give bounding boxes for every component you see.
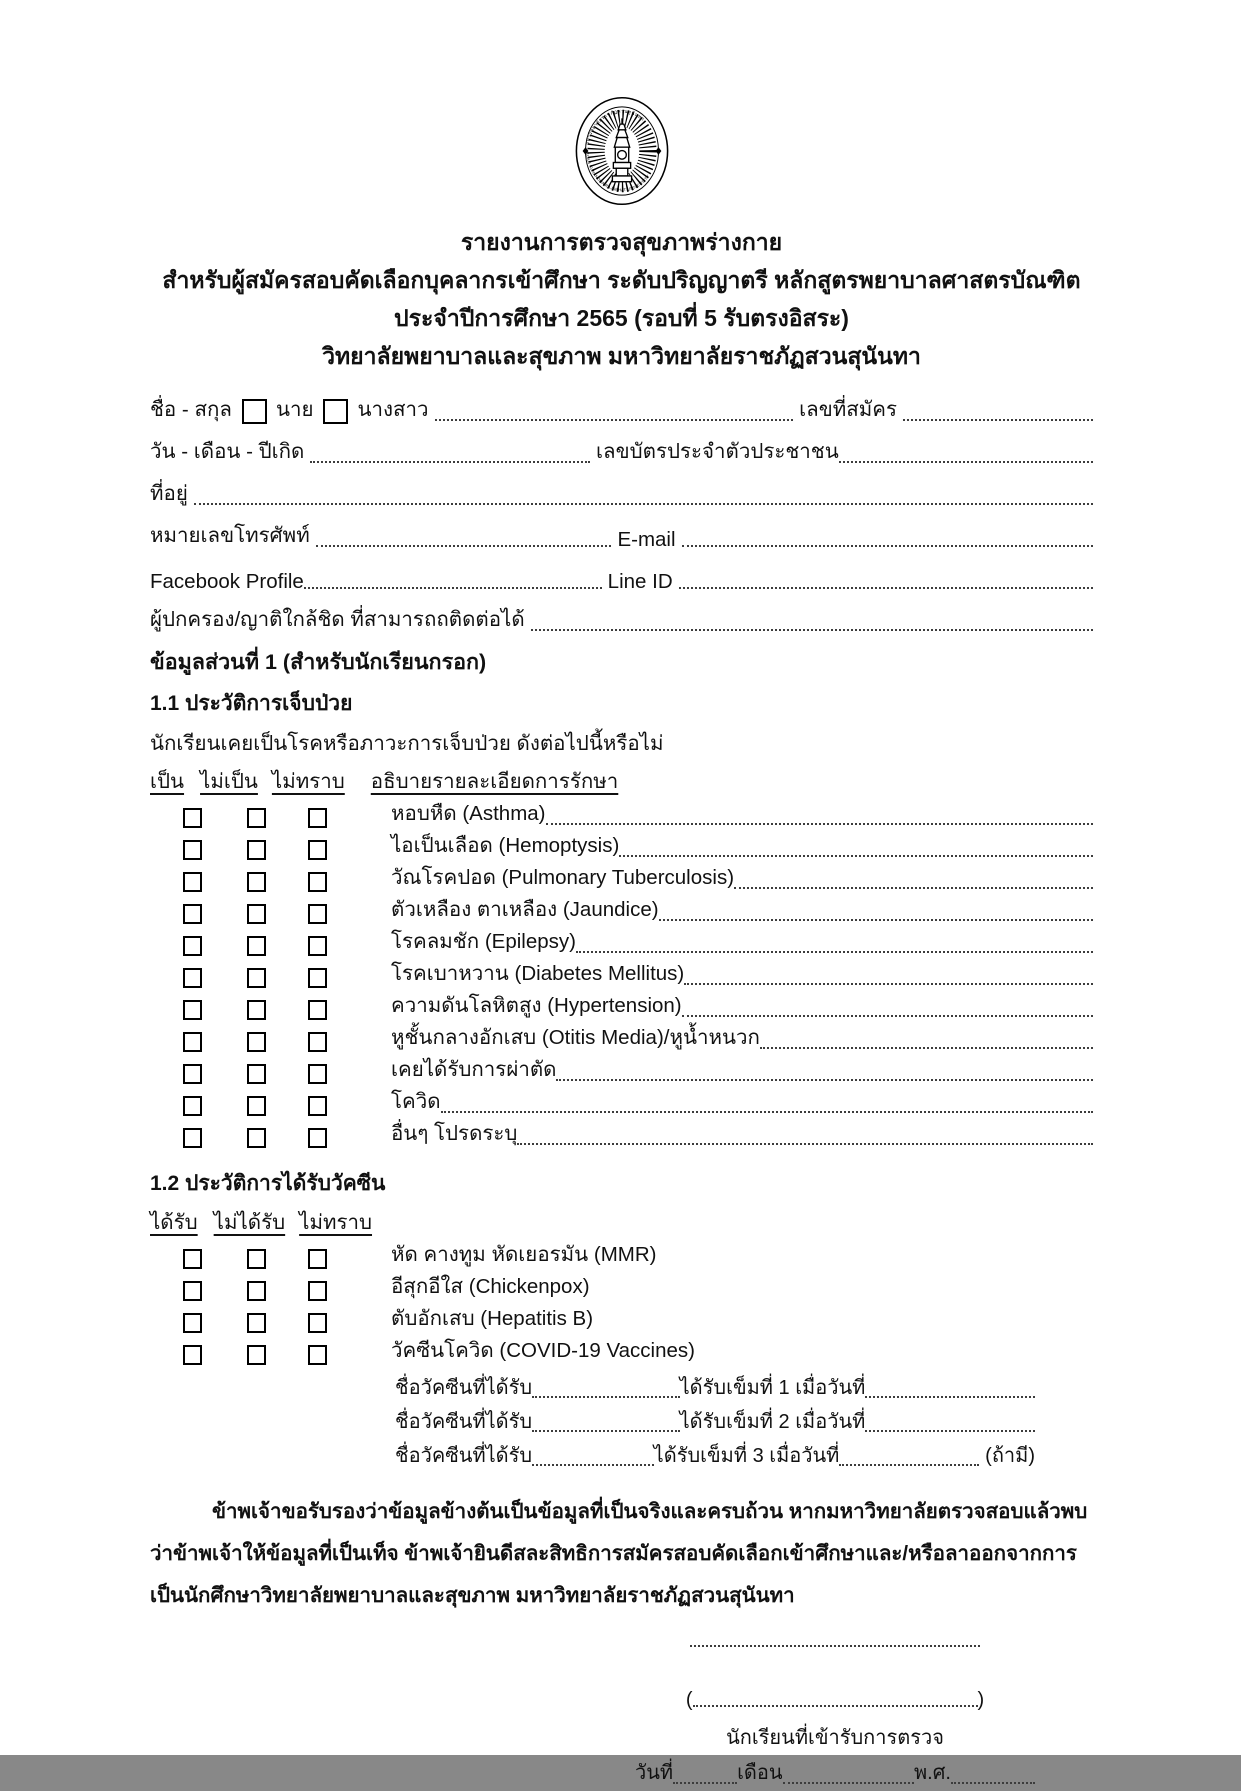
signer-name-row (635, 1689, 1035, 1715)
guardian-line (150, 599, 1093, 641)
vaccine-detail-line-2 (395, 1407, 1035, 1441)
id-card-label: เลขบัตรประจำตัวประชาชน (596, 440, 839, 463)
signature-line-row (635, 1643, 1035, 1647)
facebook-field[interactable] (304, 585, 602, 589)
header-not-received: ไม่ได้รับ (213, 1211, 286, 1234)
seal-ring-text-top: มหาวิทยาลัยราชภัฏสวนสุนันทา (584, 109, 645, 146)
treatment-detail-field[interactable] (546, 821, 1093, 825)
dob-label: วัน - เดือน - ปีเกิด (150, 440, 305, 463)
phone-label: หมายเลขโทรศัพท์ (150, 524, 310, 547)
vaccine-name-label: ชื่อวัคซีนที่ได้รับ (395, 1411, 533, 1433)
dose-date-field[interactable] (839, 1462, 979, 1466)
email-label: E-mail (617, 528, 676, 551)
illness-row-covid (150, 1090, 1093, 1122)
treatment-detail-field[interactable] (760, 1045, 1093, 1049)
checkbox-yes[interactable] (183, 1096, 202, 1116)
form-subtitle-college: วิทยาลัยพยาบาลและสุขภาพ มหาวิทยาลัยราชภัฏสวนสุนันทา (322, 343, 921, 369)
declaration-paragraph: ข้าพเจ้าขอรับรองว่าข้อมูลข้างต้นเป็นข้อมูลที่เป็นจริงและครบถ้วน หากมหาวิทยาลัยตรวจสอบแล้วพบว่าข้าพเจ้าให้ข้อมูลที่เป็นเท็จ ข้าพเจ้ายินดีสละสิทธิการสมัครสอบคัดเลือกเข้าศึกษาและ/หรือลาออกจากการเป็นนักศึกษาวิทยาลัยพยาบาลและสุขภาพ มหาวิทยาลัยราชภัฏสวนสุนันทา (150, 1500, 1088, 1607)
header-received: ได้รับ (150, 1211, 198, 1234)
facebook-label: Facebook Profile (150, 570, 304, 593)
title-miss-label: นางสาว (357, 398, 429, 421)
checkbox-unknown[interactable] (308, 1064, 327, 1084)
year-field[interactable] (951, 1780, 1035, 1784)
checkbox-yes[interactable] (183, 1064, 202, 1084)
checkbox-not-received[interactable] (247, 1281, 266, 1301)
checkbox-no[interactable] (247, 1032, 266, 1052)
checkbox-no[interactable] (247, 1096, 266, 1116)
treatment-detail-field[interactable] (441, 1109, 1093, 1113)
checkbox-received[interactable] (183, 1249, 202, 1269)
treatment-detail-field[interactable] (576, 949, 1093, 953)
form-title: รายงานการตรวจสุขภาพร่างกาย (460, 229, 783, 255)
id-card-field[interactable] (839, 459, 1093, 463)
checkbox-no[interactable] (247, 968, 266, 988)
checkbox-yes[interactable] (183, 872, 202, 892)
checkbox-unknown[interactable] (308, 808, 327, 828)
checkbox-no[interactable] (247, 936, 266, 956)
checkbox-no[interactable] (247, 840, 266, 860)
social-line (150, 557, 1093, 599)
month-label: เดือน (737, 1762, 783, 1784)
illness-section-title: 1.1 ประวัติการเจ็บป่วย (150, 692, 353, 715)
personal-info-section (150, 389, 1093, 641)
email-field[interactable] (682, 543, 1093, 547)
signer-role-label: นักเรียนที่เข้ารับการตรวจ (726, 1727, 944, 1749)
header-unknown: ไม่ทราบ (271, 770, 345, 793)
line-id-label: Line ID (607, 570, 673, 593)
guardian-label: ผู้ปกครอง/ญาติใกล้ชิด ที่สามารถถติดต่อได้ (150, 608, 525, 631)
checkbox-unknown[interactable] (308, 904, 327, 924)
header-treatment-detail: อธิบายรายละเอียดการรักษา (370, 770, 619, 793)
date-label: วันที่ (635, 1762, 674, 1784)
illness-row-asthma (150, 802, 1093, 834)
applicant-no-label: เลขที่สมัคร (799, 398, 897, 421)
form-subtitle-program: สำหรับผู้สมัครสอบคัดเลือกบุคลากรเข้าศึกษา ระดับปริญญาตรี หลักสูตรพยาบาลศาสตรบัณฑิต (162, 267, 1081, 293)
checkbox-not-received[interactable] (247, 1249, 266, 1269)
illness-label: ตัวเหลือง ตาเหลือง (Jaundice) (391, 898, 659, 921)
checkbox-unknown[interactable] (308, 936, 327, 956)
illness-label: เคยได้รับการผ่าตัด (391, 1058, 557, 1081)
address-line (150, 473, 1093, 515)
checkbox-yes[interactable] (183, 1032, 202, 1052)
name-line (150, 389, 1093, 431)
paren-open: ( (685, 1689, 693, 1711)
checkbox-no[interactable] (247, 808, 266, 828)
vaccine-section-title: 1.2 ประวัติการได้รับวัคซีน (150, 1172, 386, 1195)
treatment-detail-field[interactable] (619, 853, 1093, 857)
checkbox-unknown[interactable] (308, 872, 327, 892)
university-seal-icon (574, 95, 670, 207)
vaccine-row-chickenpox (150, 1275, 1093, 1307)
checkbox-unknown[interactable] (308, 968, 327, 988)
logo-container (150, 0, 1093, 207)
if-any-note: (ถ้ามี) (985, 1445, 1035, 1467)
name-label: ชื่อ - สกุล (150, 398, 232, 421)
vaccine-label: ตับอักเสบ (Hepatitis B) (391, 1307, 594, 1330)
title-mr-label: นาย (275, 398, 314, 421)
vaccine-label: วัคซีนโควิด (COVID-19 Vaccines) (391, 1339, 695, 1362)
checkbox-no[interactable] (247, 904, 266, 924)
address-field[interactable] (194, 501, 1093, 505)
treatment-detail-field[interactable] (734, 885, 1093, 889)
vaccine-rows (150, 1243, 1093, 1371)
phone-line (150, 515, 1093, 557)
signature-field[interactable] (690, 1643, 980, 1647)
dob-field[interactable] (310, 459, 590, 463)
checkbox-yes[interactable] (183, 1000, 202, 1020)
treatment-detail-field[interactable] (659, 917, 1093, 921)
dob-line (150, 431, 1093, 473)
vaccine-name-label: ชื่อวัคซีนที่ได้รับ (395, 1377, 533, 1399)
dose-date-field[interactable] (865, 1394, 1035, 1398)
illness-label: หูชั้นกลางอักเสบ (Otitis Media)/หูน้ำหนวก (391, 1026, 760, 1049)
checkbox-not-received[interactable] (247, 1345, 266, 1365)
checkbox-unknown[interactable] (308, 1281, 327, 1301)
checkbox-no[interactable] (247, 872, 266, 892)
illness-label: โควิด (391, 1090, 441, 1113)
title-miss-checkbox[interactable] (323, 399, 348, 424)
vaccine-label: หัด คางทูม หัดเยอรมัน (MMR) (391, 1243, 657, 1266)
checkbox-unknown[interactable] (308, 1345, 327, 1365)
paren-close: ) (977, 1689, 985, 1711)
checkbox-received[interactable] (183, 1313, 202, 1333)
treatment-detail-field[interactable] (684, 981, 1093, 985)
header-unknown: ไม่ทราบ (299, 1211, 373, 1234)
line-id-field[interactable] (679, 585, 1093, 589)
dose-date-label: ได้รับเข็มที่ 2 เมื่อวันที่ (679, 1411, 866, 1433)
illness-row-other (150, 1122, 1093, 1154)
vaccine-detail-line-3 (395, 1441, 1035, 1475)
treatment-detail-field[interactable] (682, 1013, 1093, 1017)
checkbox-received[interactable] (183, 1345, 202, 1365)
checkbox-no[interactable] (247, 1128, 266, 1148)
checkbox-yes[interactable] (183, 808, 202, 828)
dose-date-label: ได้รับเข็มที่ 1 เมื่อวันที่ (679, 1377, 866, 1399)
checkbox-no[interactable] (247, 1000, 266, 1020)
checkbox-unknown[interactable] (308, 1313, 327, 1333)
vaccine-row-covid19 (150, 1339, 1093, 1371)
checkbox-yes[interactable] (183, 1128, 202, 1148)
form-subtitle-year: ประจำปีการศึกษา 2565 (รอบที่ 5 รับตรงอิสระ) (394, 305, 849, 331)
month-field[interactable] (783, 1780, 914, 1784)
phone-field[interactable] (316, 543, 612, 547)
treatment-detail-field[interactable] (517, 1141, 1093, 1145)
illness-row-surgery (150, 1058, 1093, 1090)
illness-label: หอบหืด (Asthma) (391, 802, 546, 825)
illness-label: โรคลมชัก (Epilepsy) (391, 930, 576, 953)
vaccine-name-label: ชื่อวัคซีนที่ได้รับ (395, 1445, 533, 1467)
checkbox-yes[interactable] (183, 840, 202, 860)
part1-title: ข้อมูลส่วนที่ 1 (สำหรับนักเรียนกรอก) (150, 650, 487, 674)
checkbox-no[interactable] (247, 1064, 266, 1084)
checkbox-yes[interactable] (183, 968, 202, 988)
date-day-field[interactable] (673, 1780, 737, 1784)
signature-block (635, 1643, 1035, 1791)
treatment-detail-field[interactable] (556, 1077, 1093, 1081)
vaccine-name-field[interactable] (532, 1462, 654, 1466)
year-label: พ.ศ. (914, 1762, 951, 1784)
vaccine-detail-line-1 (395, 1373, 1035, 1407)
checkbox-unknown[interactable] (308, 840, 327, 860)
illness-row-jaundice (150, 898, 1093, 930)
checkbox-unknown[interactable] (308, 1128, 327, 1148)
seal-ring-text-bottom: SUAN SUNANDHA RAJABHAT UNIVERSITY (584, 151, 651, 193)
applicant-no-field[interactable] (903, 417, 1093, 421)
vaccine-label: อีสุกอีใส (Chickenpox) (391, 1275, 590, 1298)
checkbox-not-received[interactable] (247, 1313, 266, 1333)
vaccine-row-mmr (150, 1243, 1093, 1275)
illness-label: ความดันโลหิตสูง (Hypertension) (391, 994, 682, 1017)
vaccine-name-field[interactable] (532, 1428, 680, 1432)
illness-label: โรคเบาหวาน (Diabetes Mellitus) (391, 962, 685, 985)
checkbox-yes[interactable] (183, 936, 202, 956)
address-label: ที่อยู่ (150, 482, 188, 505)
header-no: ไม่เป็น (200, 770, 258, 793)
dose-date-label: ได้รับเข็มที่ 3 เมื่อวันที่ (653, 1445, 840, 1467)
illness-label: วัณโรคปอด (Pulmonary Tuberculosis) (391, 866, 735, 889)
signer-name-field[interactable] (693, 1703, 978, 1707)
illness-label: อื่นๆ โปรดระบุ (391, 1122, 518, 1145)
guardian-field[interactable] (531, 627, 1093, 631)
vaccine-name-field[interactable] (532, 1394, 680, 1398)
illness-column-headers (150, 764, 1093, 802)
title-mr-checkbox[interactable] (242, 399, 267, 424)
checkbox-received[interactable] (183, 1281, 202, 1301)
checkbox-unknown[interactable] (308, 1096, 327, 1116)
applicant-name-field[interactable] (435, 417, 794, 421)
header-yes: เป็น (150, 770, 185, 793)
dose-date-field[interactable] (865, 1428, 1035, 1432)
checkbox-unknown[interactable] (308, 1000, 327, 1020)
vaccine-detail-lines (150, 1373, 1093, 1475)
illness-intro: นักเรียนเคยเป็นโรคหรือภาวะการเจ็บป่วย ดังต่อไปนี้หรือไม่ (150, 732, 664, 755)
illness-row-otitis-media (150, 1026, 1093, 1058)
checkbox-unknown[interactable] (308, 1032, 327, 1052)
signature-date-row (635, 1759, 1035, 1791)
checkbox-yes[interactable] (183, 904, 202, 924)
title-block (150, 223, 1093, 375)
illness-label: ไอเป็นเลือด (Hemoptysis) (391, 834, 620, 857)
checkbox-unknown[interactable] (308, 1249, 327, 1269)
illness-rows (150, 802, 1093, 1154)
